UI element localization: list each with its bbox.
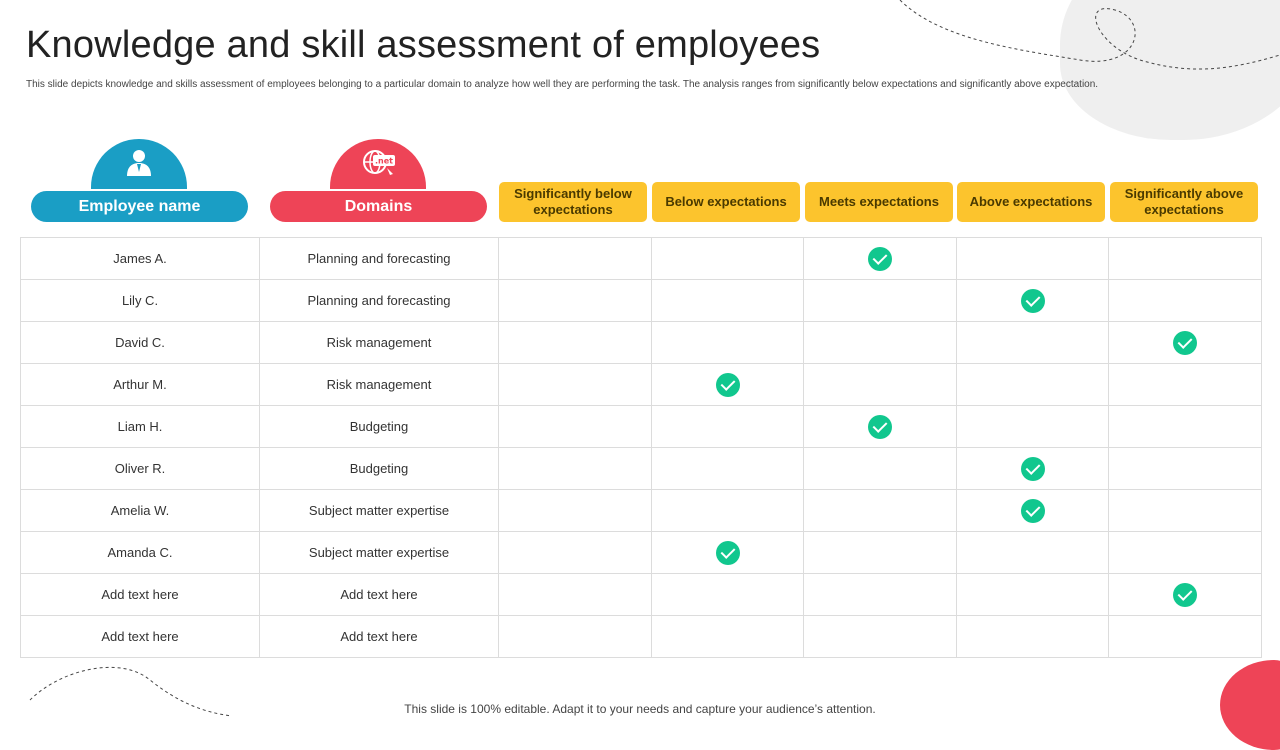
employee-name-cell: David C. [21, 322, 260, 364]
rating-cell [804, 364, 957, 406]
level-header-below: Below expectations [652, 182, 800, 222]
rating-cell [804, 532, 957, 574]
employee-name-cell: Add text here [21, 574, 260, 616]
rating-cell [499, 574, 652, 616]
employee-name-cell: Oliver R. [21, 448, 260, 490]
rating-cell [957, 490, 1109, 532]
check-circle-icon [1173, 583, 1197, 607]
level-header-meets: Meets expectations [805, 182, 953, 222]
rating-cell [957, 406, 1109, 448]
rating-cell [957, 322, 1109, 364]
rating-cell [1109, 574, 1262, 616]
table-row [21, 616, 1262, 658]
employee-name-header-label: Employee name [78, 197, 201, 215]
employee-name-cell: Arthur M. [21, 364, 260, 406]
rating-cell [1109, 532, 1262, 574]
domain-cell: Add text here [260, 574, 499, 616]
page-title: Knowledge and skill assessment of employees [26, 24, 821, 66]
rating-cell [804, 616, 957, 658]
domain-cell: Risk management [260, 364, 499, 406]
check-circle-icon [868, 415, 892, 439]
domain-cell: Planning and forecasting [260, 280, 499, 322]
rating-cell [652, 406, 804, 448]
rating-cell [499, 280, 652, 322]
net-globe-icon [360, 146, 396, 183]
employee-name-cell: Lily C. [21, 280, 260, 322]
rating-cell [1109, 616, 1262, 658]
table-row [21, 238, 1262, 280]
check-circle-icon [868, 247, 892, 271]
employee-name-cell: James A. [21, 238, 260, 280]
rating-cell [957, 238, 1109, 280]
footer-note: This slide is 100% editable. Adapt it to your needs and capture your audience’s attention. [404, 702, 876, 716]
rating-cell [1109, 448, 1262, 490]
rating-cell [499, 406, 652, 448]
employee-name-cell: Amanda C. [21, 532, 260, 574]
rating-cell [804, 238, 957, 280]
domain-cell: Planning and forecasting [260, 238, 499, 280]
check-circle-icon [716, 373, 740, 397]
check-circle-icon [1021, 289, 1045, 313]
person-icon [124, 147, 154, 182]
rating-cell [1109, 322, 1262, 364]
rating-cell [652, 490, 804, 532]
check-circle-icon [1021, 457, 1045, 481]
rating-cell [652, 616, 804, 658]
rating-cell [499, 448, 652, 490]
employee-name-cell: Add text here [21, 616, 260, 658]
svg-text:.net: .net [375, 156, 393, 165]
table-row [21, 406, 1262, 448]
table-row [21, 490, 1262, 532]
rating-cell [499, 532, 652, 574]
table-row [21, 322, 1262, 364]
rating-cell [957, 280, 1109, 322]
table-row [21, 448, 1262, 490]
domain-cell: Budgeting [260, 448, 499, 490]
domain-cell: Add text here [260, 616, 499, 658]
rating-cell [652, 238, 804, 280]
rating-cell [652, 532, 804, 574]
check-circle-icon [716, 541, 740, 565]
level-header-above: Above expectations [957, 182, 1105, 222]
rating-cell [957, 616, 1109, 658]
level-header-significantly-above: Significantly above expectations [1110, 182, 1258, 222]
rating-cell [499, 364, 652, 406]
rating-cell [804, 406, 957, 448]
rating-cell [957, 448, 1109, 490]
domain-cell: Subject matter expertise [260, 532, 499, 574]
table-row [21, 574, 1262, 616]
check-circle-icon [1021, 499, 1045, 523]
rating-cell [499, 238, 652, 280]
level-header-significantly-below: Significantly below expectations [499, 182, 647, 222]
table-row [21, 532, 1262, 574]
rating-cell [1109, 490, 1262, 532]
rating-cell [804, 448, 957, 490]
rating-cell [804, 574, 957, 616]
domain-cell: Budgeting [260, 406, 499, 448]
rating-cell [1109, 280, 1262, 322]
check-circle-icon [1173, 331, 1197, 355]
rating-cell [804, 322, 957, 364]
rating-cell [652, 364, 804, 406]
employee-name-cell: Amelia W. [21, 490, 260, 532]
rating-cell [1109, 238, 1262, 280]
rating-cell [499, 490, 652, 532]
domain-cell: Risk management [260, 322, 499, 364]
employee-name-header [31, 191, 248, 222]
rating-cell [499, 616, 652, 658]
domain-cell: Subject matter expertise [260, 490, 499, 532]
rating-cell [499, 322, 652, 364]
domains-header-label: Domains [344, 197, 413, 215]
rating-cell [652, 280, 804, 322]
rating-cell [652, 448, 804, 490]
rating-cell [957, 532, 1109, 574]
rating-cell [1109, 406, 1262, 448]
rating-cell [652, 574, 804, 616]
rating-cell [957, 574, 1109, 616]
domains-header [270, 191, 487, 222]
rating-cell [957, 364, 1109, 406]
employee-name-cell: Liam H. [21, 406, 260, 448]
rating-cell [1109, 364, 1262, 406]
page-subtitle: This slide depicts knowledge and skills assessment of employees belonging to a particular domain to analyze how well they are performing the task. The analysis ranges from significantly below expectations and significantly above expectation. [26, 79, 1099, 90]
rating-cell [804, 280, 957, 322]
table-row [21, 280, 1262, 322]
table-row [21, 364, 1262, 406]
assessment-table [20, 237, 1262, 658]
rating-cell [804, 490, 957, 532]
rating-cell [652, 322, 804, 364]
